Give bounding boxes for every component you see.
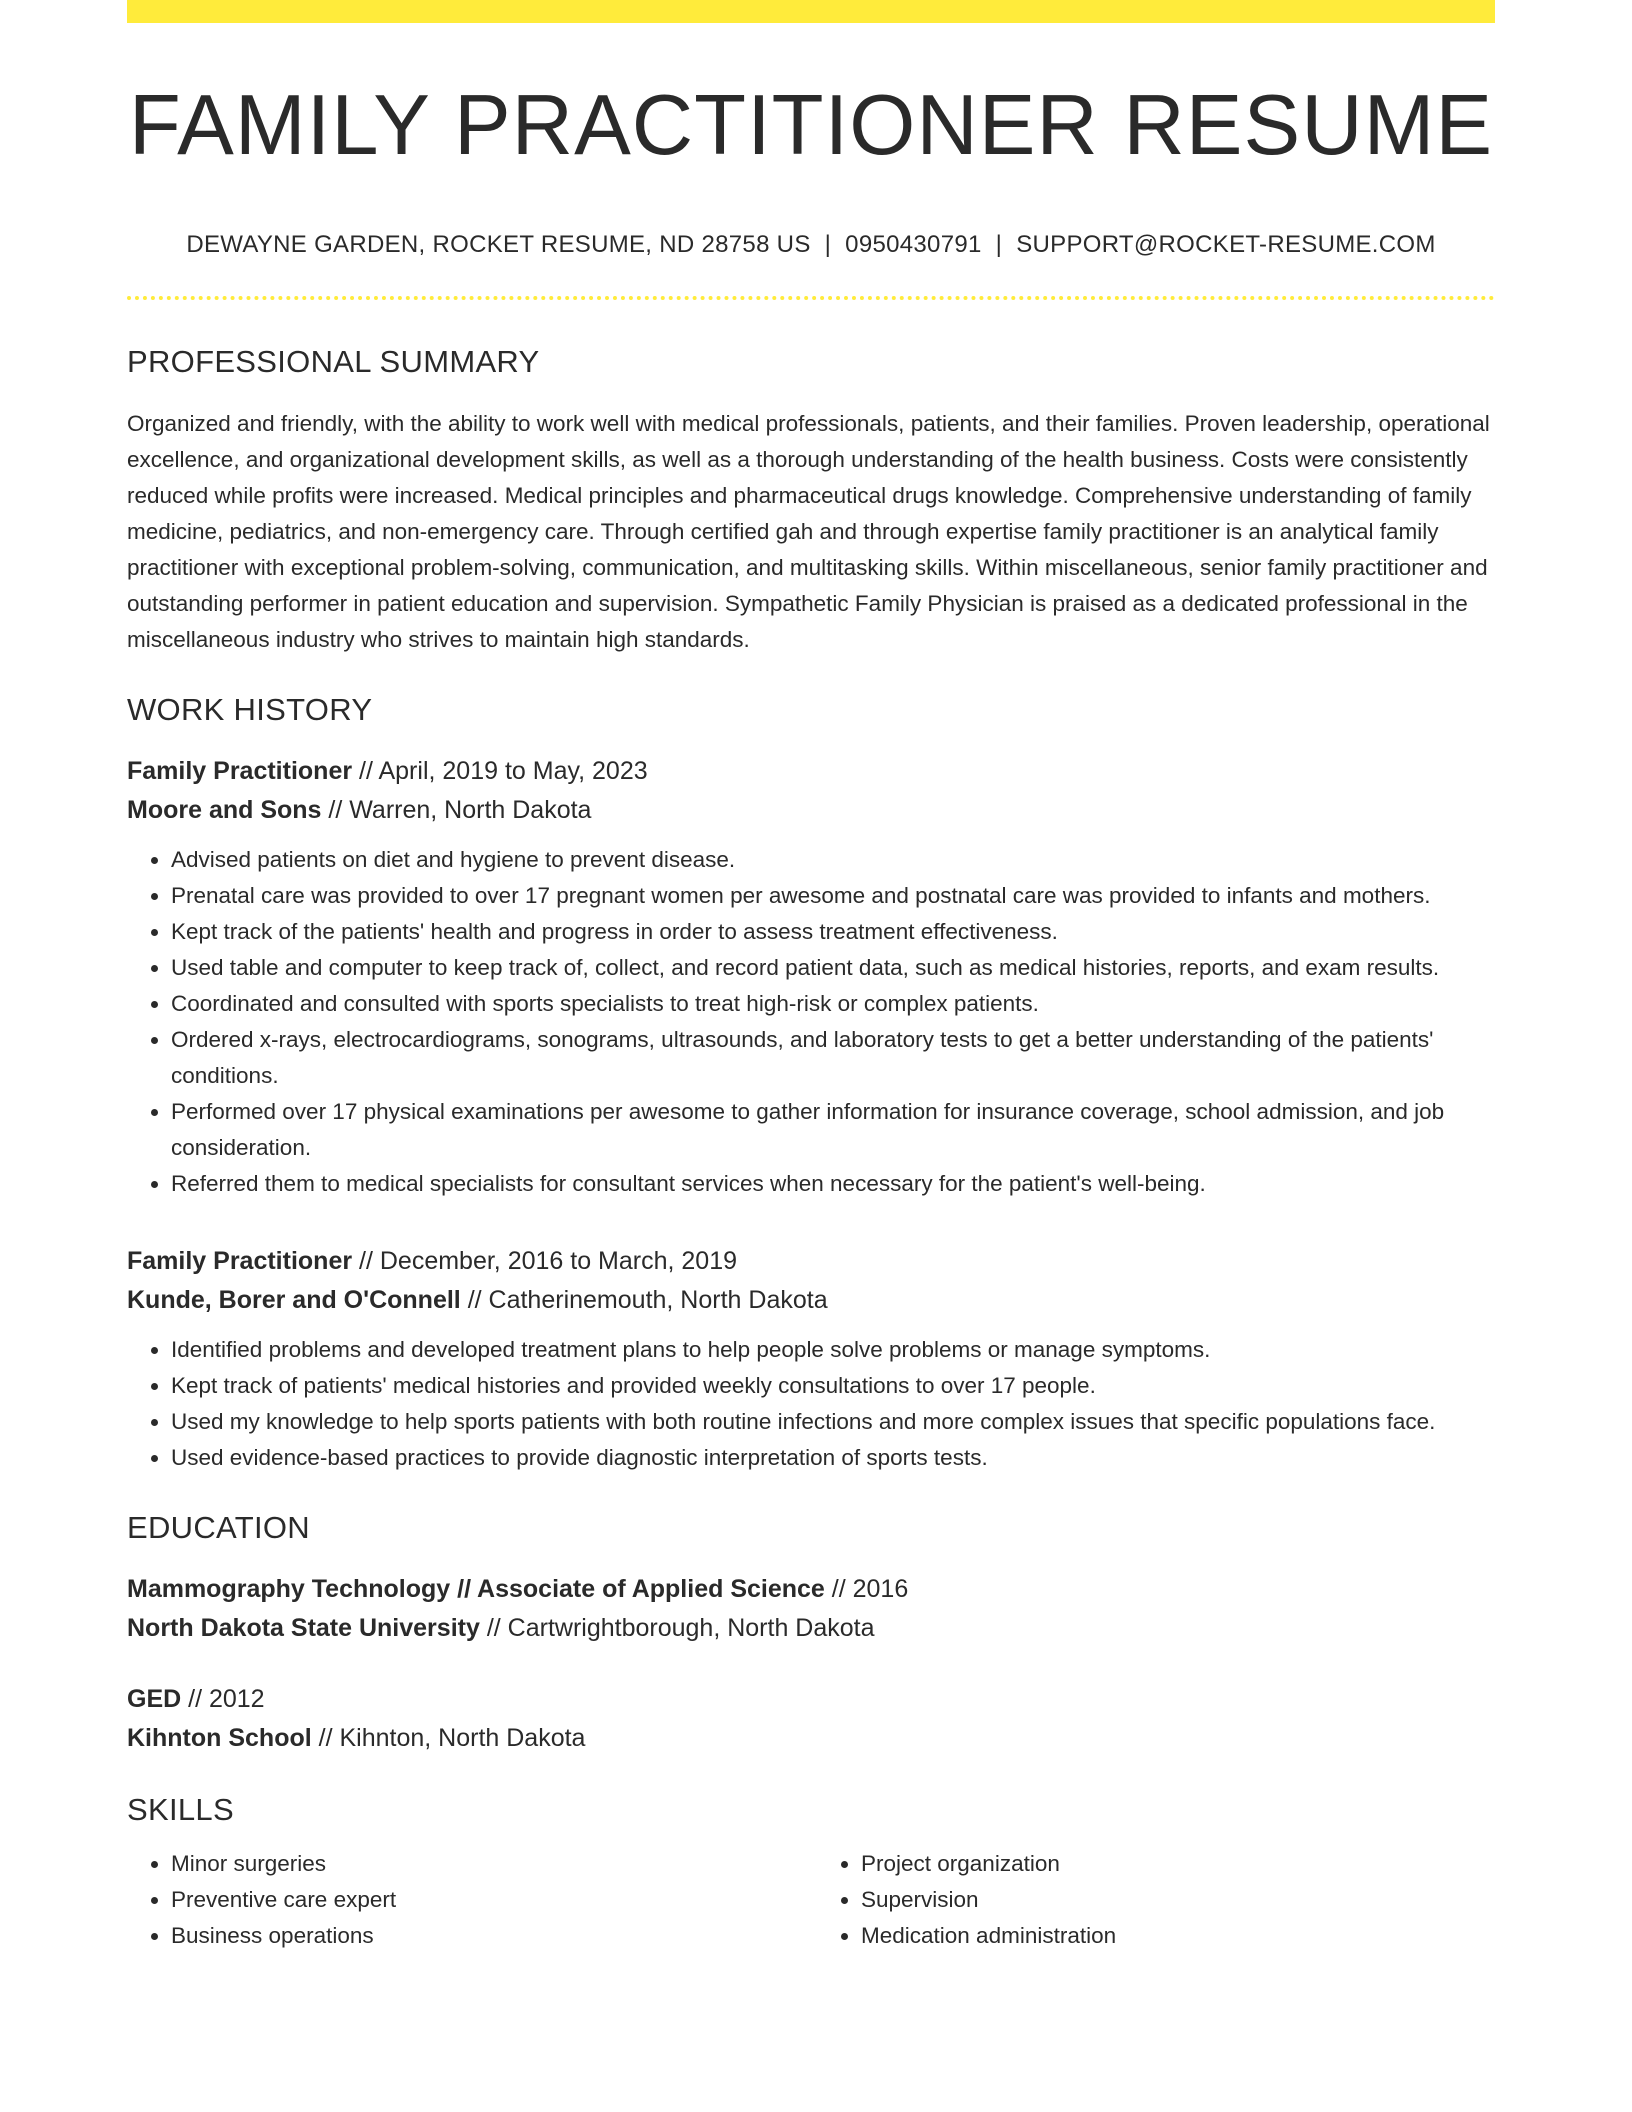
- section-heading-education: EDUCATION: [127, 1509, 310, 1545]
- job-bullets: [127, 842, 1495, 1202]
- list-item: • Kept track of the patients' health and progress in order to assess treatment effectiveness.: [171, 914, 1495, 950]
- job-company: Kunde, Borer and O'Connell: [127, 1285, 461, 1314]
- list-item: • Advised patients on diet and hygiene to prevent disease.: [171, 842, 1495, 878]
- education-degree-line: [127, 1680, 1495, 1719]
- education-year: // 2016: [824, 1574, 909, 1603]
- list-item: • Performed over 17 physical examinations per awesome to gather information for insurance coverage, school admission, and job consideration.: [171, 1094, 1495, 1166]
- list-item: • Identified problems and developed treatment plans to help people solve problems or manage symptoms.: [171, 1332, 1495, 1368]
- education-entry: [127, 1680, 1495, 1758]
- section-heading-summary: PROFESSIONAL SUMMARY: [127, 343, 540, 379]
- list-item: • Used table and computer to keep track of, collect, and record patient data, such as medical histories, reports, and exam results.: [171, 950, 1495, 986]
- list-item: • Preventive care expert: [171, 1882, 811, 1918]
- resume-page: [127, 0, 1495, 1954]
- skills-column-right: [811, 1846, 1495, 1954]
- list-item: • Used my knowledge to help sports patients with both routine infections and more complex issues that specific populations face.: [171, 1404, 1495, 1440]
- summary-text: Organized and friendly, with the ability to work well with medical professionals, patients, and their families. Proven leadership, operational excellence, and organizational development skills, as well as a thorough understanding of the health business. Costs were consistently reduced while profits were increased. Medical principles and pharmaceutical drugs knowledge. Comprehensive understanding of family medicine, pediatrics, and non-emergency care. Through certified gah and through expertise family practitioner is an analytical family practitioner with exceptional problem-solving, communication, and multitasking skills. Within miscellaneous, senior family practitioner and outstanding performer in patient education and supervision. Sympathetic Family Physician is praised as a dedicated professional in the miscellaneous industry who strives to maintain high standards.: [127, 410, 1490, 652]
- contact-separator: |: [824, 230, 832, 258]
- education-school-line: [127, 1719, 1495, 1758]
- contact-separator: |: [995, 230, 1003, 258]
- header-divider: [127, 296, 1495, 300]
- list-item: • Ordered x-rays, electrocardiograms, sonograms, ultrasounds, and laboratory tests to get a better understanding of the patients' conditions.: [171, 1022, 1495, 1094]
- list-item: • Project organization: [861, 1846, 1495, 1882]
- education-school: Kihnton School: [127, 1723, 312, 1752]
- contact-address: DEWAYNE GARDEN, ROCKET RESUME, ND 28758 US: [186, 230, 811, 258]
- list-item: • Coordinated and consulted with sports specialists to treat high-risk or complex patients.: [171, 986, 1495, 1022]
- job-dates: // April, 2019 to May, 2023: [352, 756, 648, 785]
- contact-phone: 0950430791: [845, 230, 982, 258]
- job-company-line: [127, 791, 1495, 830]
- list-item: • Used evidence-based practices to provide diagnostic interpretation of sports tests.: [171, 1440, 1495, 1476]
- job-entry: [127, 752, 1495, 1202]
- skills-column-left: [127, 1846, 811, 1954]
- skills-grid: [127, 1846, 1495, 1954]
- list-item: • Kept track of patients' medical histories and provided weekly consultations to over 17 people.: [171, 1368, 1495, 1404]
- section-heading-work: WORK HISTORY: [127, 691, 373, 727]
- job-company: Moore and Sons: [127, 795, 322, 824]
- contact-line: [127, 231, 1495, 259]
- job-dates: // December, 2016 to March, 2019: [352, 1246, 738, 1275]
- education-degree: Mammography Technology // Associate of Applied Science: [127, 1574, 825, 1603]
- job-title-line: [127, 1242, 1495, 1281]
- list-item: • Referred them to medical specialists for consultant services when necessary for the patient's well-being.: [171, 1166, 1495, 1202]
- education-school-line: [127, 1609, 1495, 1648]
- section-heading-skills: SKILLS: [127, 1791, 234, 1827]
- education-year: // 2012: [181, 1684, 265, 1713]
- list-item: • Medication administration: [861, 1918, 1495, 1954]
- list-item: • Prenatal care was provided to over 17 pregnant women per awesome and postnatal care was provided to infants and mothers.: [171, 878, 1495, 914]
- job-title: Family Practitioner: [127, 756, 353, 785]
- education-entry: [127, 1570, 1495, 1648]
- top-accent-bar: [127, 0, 1495, 23]
- education-degree-line: [127, 1570, 1495, 1609]
- list-item: • Supervision: [861, 1882, 1495, 1918]
- list-item: • Minor surgeries: [171, 1846, 811, 1882]
- job-title: Family Practitioner: [127, 1246, 353, 1275]
- job-bullets: [127, 1332, 1495, 1476]
- education-location: // Cartwrightborough, North Dakota: [479, 1613, 875, 1642]
- list-item: • Business operations: [171, 1918, 811, 1954]
- job-title-line: [127, 752, 1495, 791]
- job-location: // Catherinemouth, North Dakota: [460, 1285, 828, 1314]
- education-location: // Kihnton, North Dakota: [311, 1723, 586, 1752]
- resume-title: FAMILY PRACTITIONER RESUME: [128, 78, 1494, 173]
- job-company-line: [127, 1281, 1495, 1320]
- job-location: // Warren, North Dakota: [321, 795, 592, 824]
- contact-email: SUPPORT@ROCKET-RESUME.COM: [1016, 230, 1436, 258]
- job-entry: [127, 1242, 1495, 1476]
- education-degree: GED: [127, 1684, 182, 1713]
- education-school: North Dakota State University: [127, 1613, 480, 1642]
